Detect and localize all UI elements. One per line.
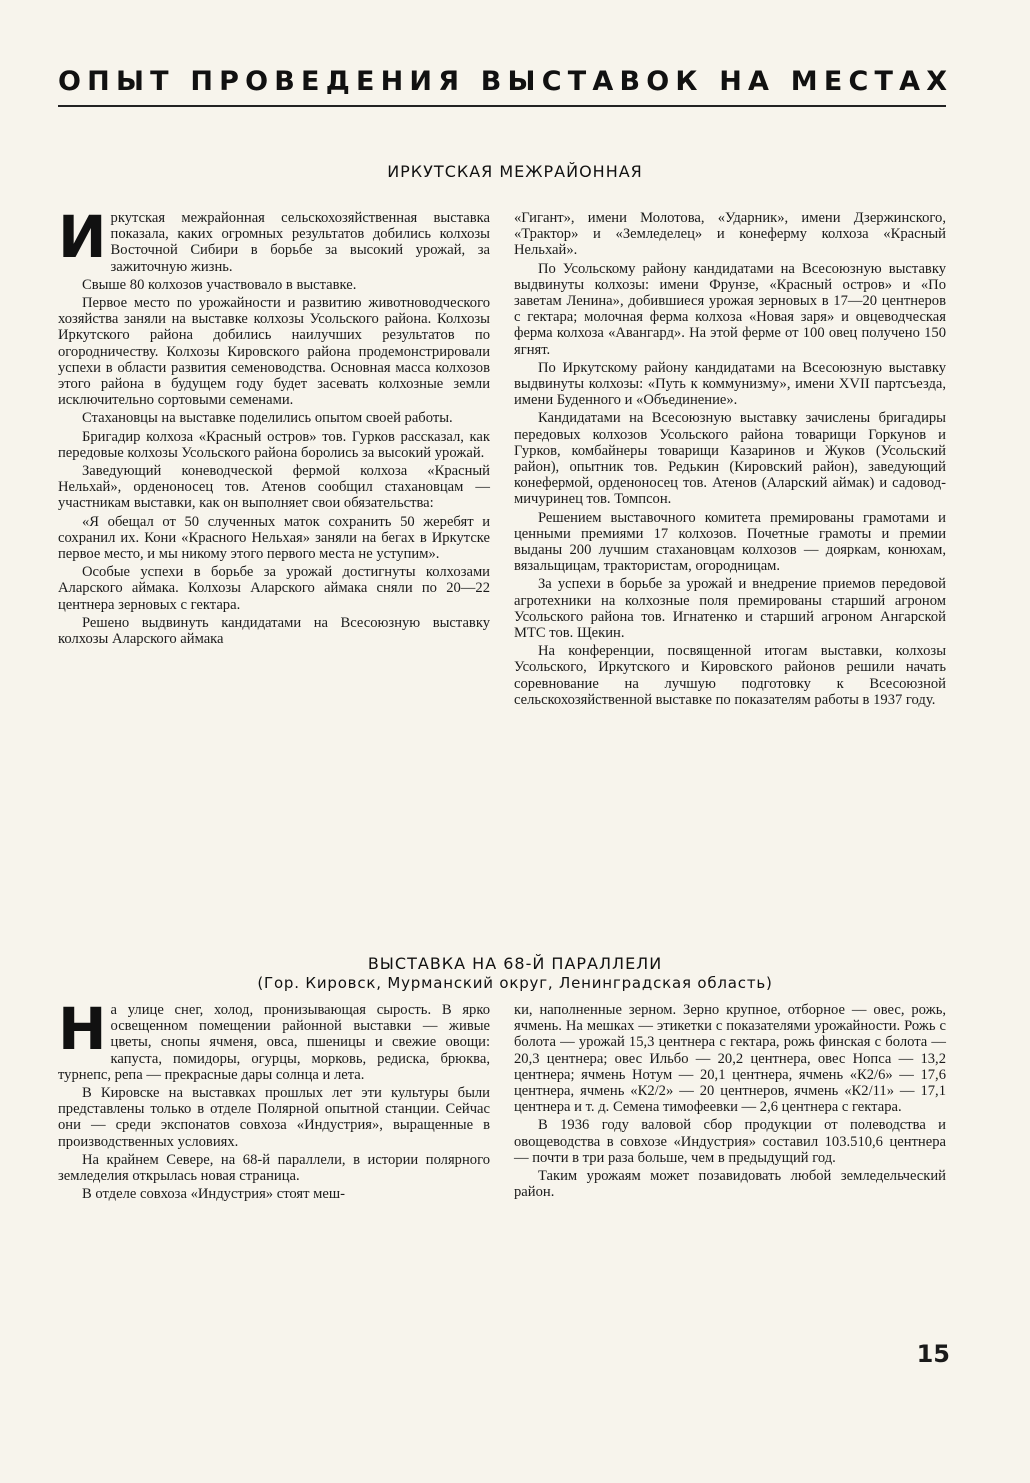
title-rule: [58, 105, 946, 107]
section-subheading-location: (Гор. Кировск, Мурманский округ, Ленинградская область): [257, 974, 773, 992]
paragraph: По Иркутскому району кандидатами на Всесоюзную выставку выдвинуты колхозы: «Путь к коммунизму», имени XVII партсъезда, имени Буденного и «Объединение».: [514, 359, 946, 409]
paragraph: Стахановцы на выставке поделились опытом своей работы.: [82, 410, 453, 427]
article-column-left: [58, 995, 490, 1204]
paragraph: Бригадир колхоза «Красный остров» тов. Гурков рассказал, как передовые колхозы Усольского района боролись за высокий урожай.: [58, 428, 490, 461]
paragraph: На конференции, посвященной итогам выставки, колхозы Усольского, Иркутского и Кировского районов решили начать соревнование на лучшую подготовку к Всесоюзной сельскохозяйственной выставке по показателям работы в 1937 году.: [514, 643, 946, 708]
dropcap-letter: И: [58, 203, 107, 271]
paragraph: В 1936 году валовой сбор продукции от полеводства и овощеводства в совхозе «Индустрия» составил 103.510,6 центнера — почти в три раза больше, чем в предыдущий год.: [514, 1117, 946, 1166]
paragraph: Таким урожаям может позавидовать любой земледельческий район.: [514, 1168, 946, 1201]
paragraph: Особые успехи в борьбе за урожай достигнуты колхозами Аларского аймака. Колхозы Аларского аймака сняли по 20—22 центнера зерновых с гектара.: [58, 564, 490, 613]
dropcap-letter: Н: [58, 995, 107, 1063]
paragraph: Свыше 80 колхозов участвовало в выставке.: [82, 276, 357, 293]
paragraph: Заведующий коневодческой фермой колхоза «Красный Нельхай», орденоносец тов. Атенов сообщил стахановцам — участникам выставки, как он выполняет свои обязательства:: [58, 463, 490, 512]
paragraph: По Усольскому району кандидатами на Всесоюзную выставку выдвинуты колхозы: имени Фрунзе, «Красный остров» и «По заветам Ленина», добившиеся урожая зерновых в 17—20 центнеров с гектара; молочная ферма колхоза «Новая заря» и овцеводческая ферма колхоза «Авангард». На этой ферме от 100 овец получено 150 ягнят.: [514, 260, 946, 358]
paragraph: ки, наполненные зерном. Зерно крупное, отборное — овес, рожь, ячмень. На мешках — этикетки с показателями урожайности. Рожь с болота — урожай 15,3 центнера с гектара, рожь финская с болота — 20,3 центнера; овес Ильбо — 20,2 центнера, овес Нопса — 13,2 центнера; ячмень Нотум — 20,1 центнера, ячмень «К2/6» — 17,6 центнера, ячмень «К2/2» — 20 центнеров, ячмень «К2/11» — 17,1 центнера и т. д. Семена тимофеевки — 2,6 центнера с гектара.: [514, 1002, 946, 1116]
paragraph: Решением выставочного комитета премированы грамотами и ценными премиями 17 колхозов. Почетные грамоты и премии выданы 200 лучшим стахановцам колхозов — дояркам, конюхам, вязальщицам, трактористам, огородницам.: [514, 509, 946, 575]
section-heading-irkutsk: ИРКУТСКАЯ МЕЖРАЙОННАЯ: [387, 162, 643, 181]
section-heading-68-parallel: ВЫСТАВКА НА 68-Й ПАРАЛЛЕЛИ: [367, 954, 663, 973]
article-column-right: [514, 1002, 946, 1202]
paragraph: В отделе совхоза «Индустрия» стоят меш-: [82, 1186, 345, 1203]
paragraph: В Кировске на выставках прошлых лет эти культуры были представлены только в отделе Полярной опытной станции. Сейчас они — среди экспонатов совхоза «Индустрия», выращенные в производственных условиях.: [58, 1085, 490, 1150]
paragraph: Решено выдвинуть кандидатами на Всесоюзную выставку колхозы Аларского аймака: [58, 614, 490, 648]
paragraph: На крайнем Севере, на 68-й параллели, в истории полярного земледелия открылась новая страница.: [58, 1151, 490, 1185]
paragraph: «Гигант», имени Молотова, «Ударник», имени Дзержинского, «Трактор» и «Земледелец» и конеферму колхоза «Красный Нельхай».: [514, 210, 946, 259]
article-column-left: [58, 203, 490, 649]
page-number: 15: [916, 1340, 950, 1368]
paragraph: Кандидатами на Всесоюзную выставку зачислены бригадиры передовых колхозов Усольского района товарищи Горкунов и Гурков, комбайнеры товарищи Казаринов и Жуков (Усольский район), опытник тов. Редькин (Кировский район), заведующий конефермой, орденоносец тов. Атенов (Аларский аймак) и садовод-мичуринец тов. Томпсон.: [514, 410, 946, 508]
article-column-right: [514, 210, 946, 710]
page-title: ОПЫТ ПРОВЕДЕНИЯ ВЫСТАВОК НА МЕСТАХ: [58, 66, 954, 97]
paragraph: За успехи в борьбе за урожай и внедрение приемов передовой агротехники на колхозные поля премированы старший агроном Усольского района тов. Игнатенко и старший агроном Ангарской МТС тов. Щекин.: [514, 576, 946, 642]
paragraph: Первое место по урожайности и развитию животноводческого хозяйства заняли на выставке колхозы Усольского района. Колхозы Иркутского района добились наилучших результатов по огородничеству. Колхозы Кировского района продемонстрировали успехи в области развития семеноводства. Основная масса колхозов этого района в будущем году будет засевать колхозные земли исключительно сортовыми семенами.: [58, 295, 490, 409]
paragraph: ркутская межрайонная сельскохозяйственная выставка показала, каких огромных результатов добились колхозы Восточной Сибири в борьбе за высокий урожай, за зажиточную жизнь.: [110, 210, 490, 275]
paragraph: «Я обещал от 50 слученных маток сохранить 50 жеребят и сохранил их. Кони «Красного Нельхая» заняли на бегах в Иркутске первое место, и мы никому этого первого места не уступим».: [58, 513, 490, 563]
paragraph: а улице снег, холод, пронизывающая сырость. В ярко освещенном помещении районной выставки — живые цветы, снопы ячменя, овса, пшеницы и свежие овощи: капуста, помидоры, огурцы, морковь, редиска, брюква, турнепс, репа — прекрасные дары солнца и лета.: [58, 1002, 490, 1083]
